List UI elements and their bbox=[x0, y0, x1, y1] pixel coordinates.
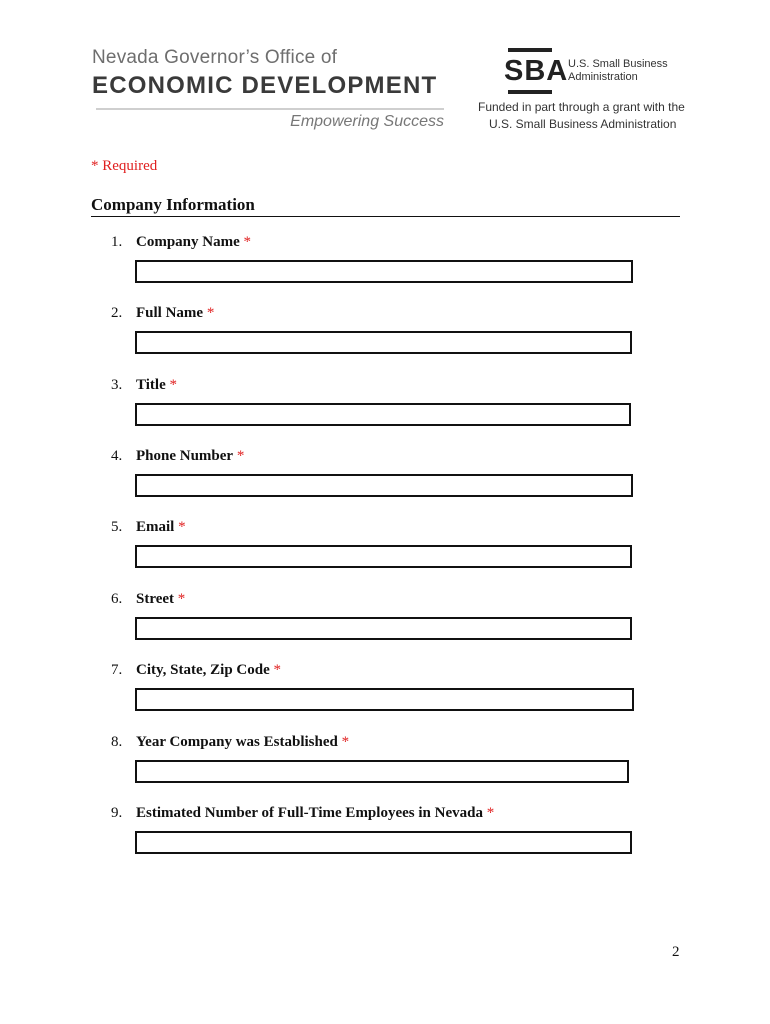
question-label bbox=[111, 804, 671, 822]
question-number: 6. bbox=[111, 591, 123, 607]
question-year-established bbox=[111, 733, 671, 751]
question-number: 5. bbox=[111, 519, 123, 535]
question-phone-number bbox=[111, 447, 671, 465]
question-text: Estimated Number of Full-Time Employees in Nevada bbox=[136, 805, 483, 821]
goed-logo-tagline: Empowering Success bbox=[290, 113, 444, 130]
question-number: 2. bbox=[111, 305, 123, 321]
question-label bbox=[111, 233, 671, 251]
question-label bbox=[111, 661, 671, 679]
question-text: Title bbox=[136, 377, 166, 393]
question-text: Email bbox=[136, 519, 175, 535]
question-full-name bbox=[111, 304, 671, 322]
question-text: Company Name bbox=[136, 234, 240, 250]
sba-funding-note bbox=[478, 99, 688, 133]
question-text: Street bbox=[136, 591, 175, 607]
question-employee-count bbox=[111, 804, 671, 822]
question-email bbox=[111, 518, 671, 536]
question-number: 7. bbox=[111, 662, 123, 678]
page-number: 2 bbox=[672, 944, 680, 960]
question-number: 3. bbox=[111, 377, 123, 393]
question-label bbox=[111, 304, 671, 322]
sba-logo bbox=[478, 48, 688, 133]
goed-logo-line2: ECONOMIC DEVELOPMENT bbox=[92, 72, 438, 99]
question-label bbox=[111, 518, 671, 536]
question-number: 1. bbox=[111, 234, 123, 250]
required-asterisk: * bbox=[178, 519, 186, 535]
sba-funding-note-line1: Funded in part through a grant with the bbox=[478, 100, 685, 114]
goed-logo bbox=[92, 46, 444, 131]
phone-number-input[interactable] bbox=[135, 474, 633, 497]
question-label bbox=[111, 590, 671, 608]
required-asterisk: * bbox=[236, 448, 245, 464]
year-established-input[interactable] bbox=[135, 760, 629, 783]
employee-count-input[interactable] bbox=[135, 831, 632, 854]
question-text: City, State, Zip Code bbox=[136, 662, 270, 678]
goed-logo-line1: Nevada Governor’s Office of bbox=[92, 47, 338, 68]
question-label bbox=[111, 376, 671, 394]
question-number: 4. bbox=[111, 448, 123, 464]
goed-logo-rule bbox=[96, 108, 444, 110]
street-input[interactable] bbox=[135, 617, 632, 640]
required-asterisk: * bbox=[177, 591, 186, 607]
sba-funding-note-line2: U.S. Small Business Administration bbox=[489, 117, 677, 131]
required-asterisk: * bbox=[243, 234, 251, 250]
question-company-name bbox=[111, 233, 671, 251]
question-text: Full Name bbox=[136, 305, 204, 321]
sba-admin-line2: Administration bbox=[568, 71, 638, 83]
question-number: 8. bbox=[111, 734, 123, 750]
required-asterisk: * bbox=[273, 662, 282, 678]
title-input[interactable] bbox=[135, 403, 631, 426]
section-title: Company Information bbox=[91, 195, 680, 217]
question-label bbox=[111, 447, 671, 465]
required-asterisk: * bbox=[341, 734, 350, 750]
company-name-input[interactable] bbox=[135, 260, 633, 283]
required-asterisk: * bbox=[486, 805, 495, 821]
sba-mark-letters: SBA bbox=[504, 55, 569, 87]
question-text: Year Company was Established bbox=[136, 734, 338, 750]
question-number: 9. bbox=[111, 805, 123, 821]
required-asterisk: * bbox=[169, 377, 177, 393]
question-city-state-zip bbox=[111, 661, 671, 679]
full-name-input[interactable] bbox=[135, 331, 632, 354]
question-label bbox=[111, 733, 671, 751]
question-street bbox=[111, 590, 671, 608]
question-text: Phone Number bbox=[136, 448, 234, 464]
city-state-zip-input[interactable] bbox=[135, 688, 634, 711]
sba-admin-line1: U.S. Small Business bbox=[568, 58, 668, 70]
email-input[interactable] bbox=[135, 545, 632, 568]
required-note: * Required bbox=[91, 158, 158, 174]
sba-admin-text bbox=[568, 58, 668, 84]
required-asterisk: * bbox=[206, 305, 215, 321]
question-title bbox=[111, 376, 671, 394]
sba-mark-icon bbox=[504, 48, 569, 94]
